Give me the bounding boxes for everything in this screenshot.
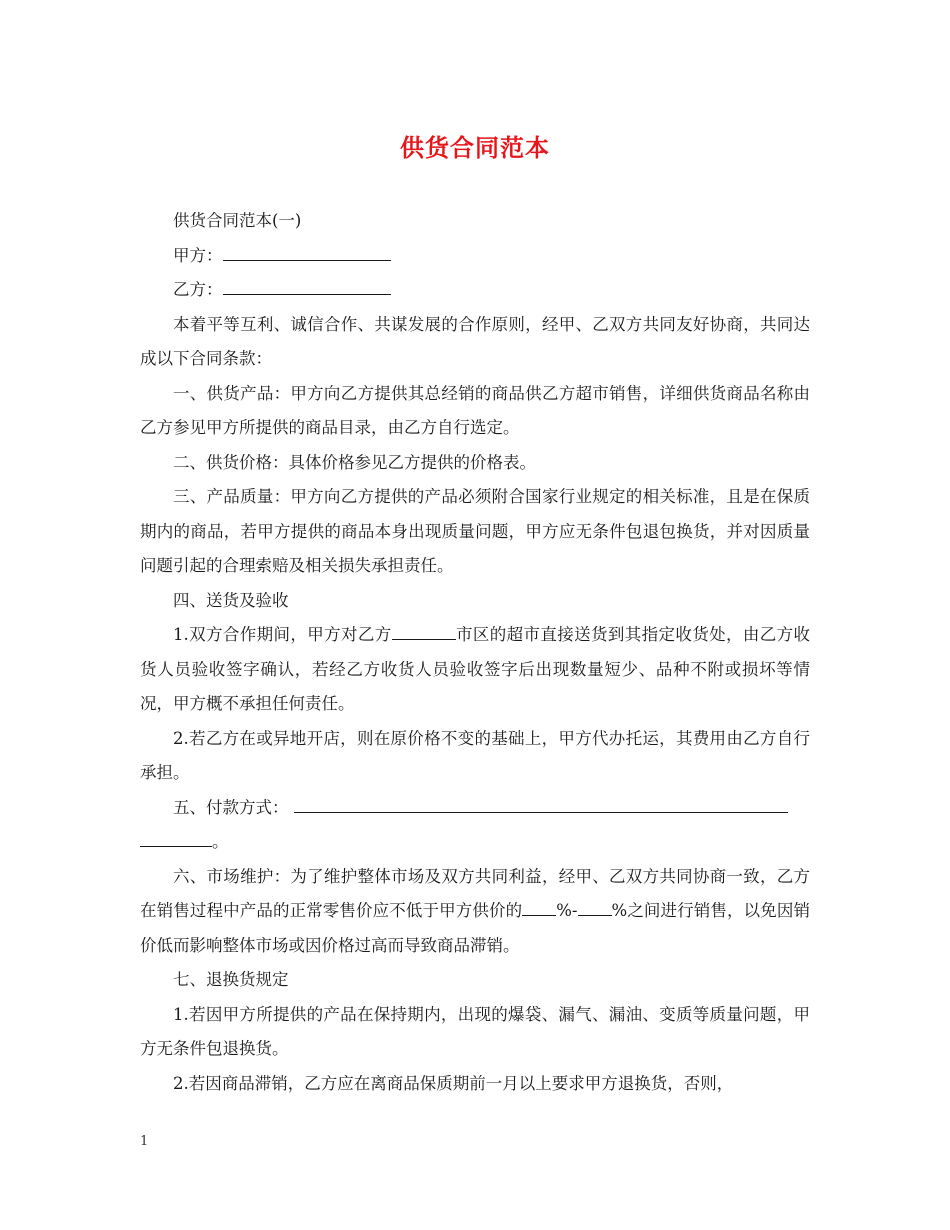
clause-5 [140,791,810,826]
clause-4-1-end: 市区的超市直接送货到其指定收货处，由乙方收货人员验收签字确认，若经乙方收货人员验收签字后出现数量短少、品种不附或损坏等情况，甲方概不承担任何责任。 [140,625,810,713]
city-blank[interactable] [392,622,456,640]
document-title: 供货合同范本 [400,133,550,162]
clause-6-end: %之间进行销售，以免因销价低而影响整体市场或因价格过高而导致商品滞销。 [140,901,811,955]
payment-method-blank[interactable] [294,794,788,812]
party-b-line [140,273,810,308]
party-a-label: 甲方： [173,245,223,265]
document-body [140,204,810,1101]
clause-2: 二、供货价格：具体价格参见乙方提供的价格表。 [173,452,536,472]
party-b-blank[interactable] [223,277,391,295]
clause-5-label: 五、付款方式： [173,797,289,817]
party-a-blank[interactable] [223,242,391,260]
clause-7-1: 1.若因甲方所提供的产品在保持期内，出现的爆袋、漏气、漏油、变质等质量问题，甲方无条件包退换货。 [140,1004,810,1058]
clause-7-2: 2.若因商品滞销，乙方应在离商品保质期前一月以上要求甲方退换货，否则， [173,1073,734,1093]
party-a-line [140,239,810,274]
clause-4-2: 2.若乙方在或异地开店，则在原价格不变的基础上，甲方代办托运，其费用由乙方自行承担。 [140,728,810,782]
price-min-blank[interactable] [522,898,556,916]
clause-6 [140,860,810,964]
clause-7-heading: 七、退换货规定 [173,970,289,989]
clause-6-mid: %- [556,901,578,920]
intro-paragraph: 本着平等互利、诚信合作、共谋发展的合作原则，经甲、乙双方共同友好协商，共同达成以下合同条款： [140,314,810,368]
clause-3: 三、产品质量：甲方向乙方提供的产品必须附合国家行业规定的相关标准，且是在保质期内的商品，若甲方提供的商品本身出现质量问题，甲方应无条件包退包换货，并对因质量问题引起的合理索赔及相关损失承担责任。 [140,487,810,575]
price-max-blank[interactable] [578,898,612,916]
clause-5-continued [140,825,810,860]
clause-4-1-start: 1.双方合作期间，甲方对乙方 [173,625,392,644]
page-number: 1 [140,1134,149,1149]
clause-1: 一、供货产品：甲方向乙方提供其总经销的商品供乙方超市销售，详细供货商品名称由乙方参见甲方所提供的商品目录，由乙方自行选定。 [140,383,810,437]
clause-4-heading: 四、送货及验收 [173,590,289,610]
party-b-label: 乙方： [173,280,223,299]
clause-4-1 [140,618,810,722]
payment-method-blank-2[interactable] [140,829,212,847]
clause-5-end: 。 [212,832,229,851]
clause-6-start: 六、市场维护：为了维护整体市场及双方共同利益，经甲、乙双方共同协商一致，乙方在销售过程中产品的正常零售价应不低于甲方供价的 [140,866,810,920]
contract-subtitle: 供货合同范本(一) [173,211,302,230]
